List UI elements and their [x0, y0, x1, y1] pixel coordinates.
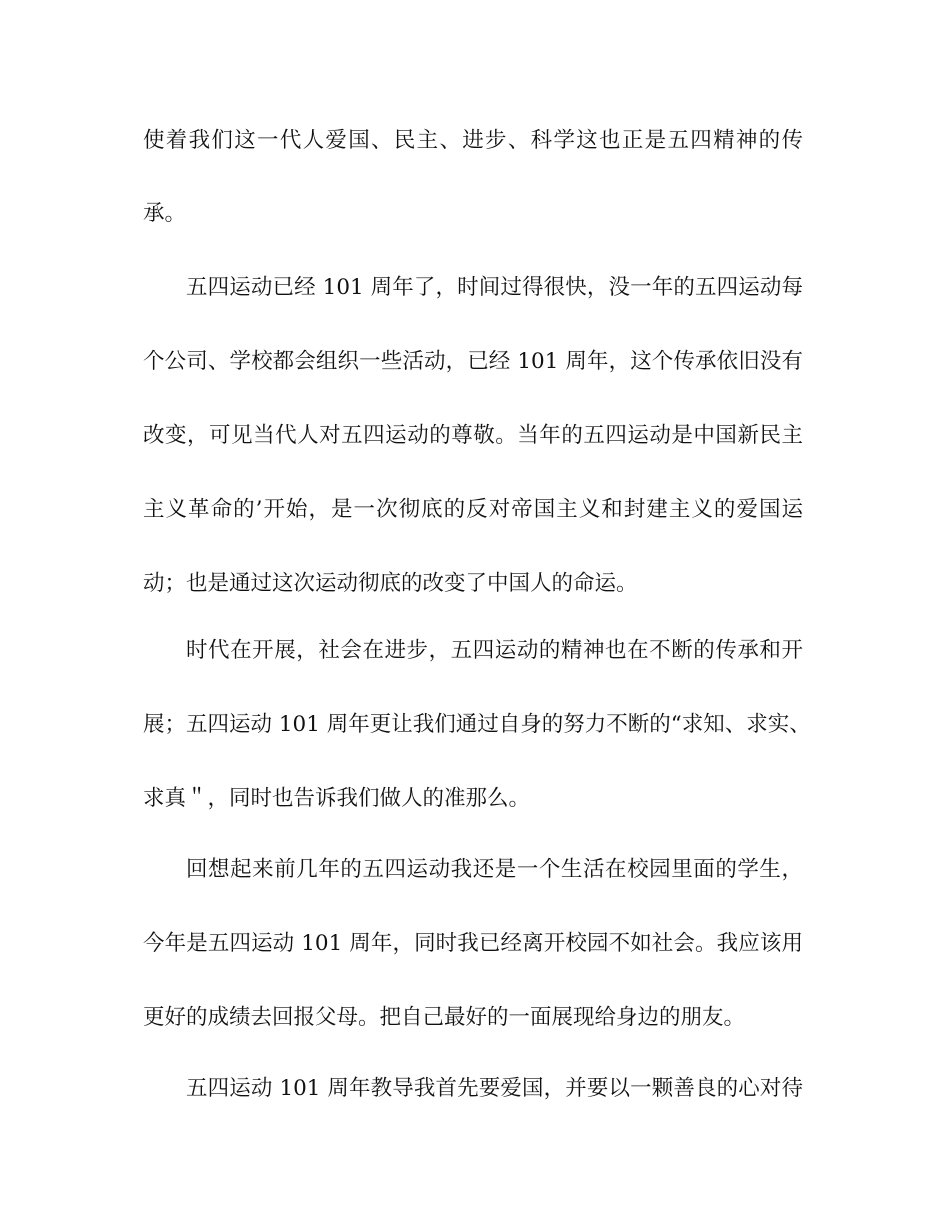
- text-line: 改变，可见当代人对五四运动的尊敬。当年的五四运动是中国新民主: [143, 423, 803, 448]
- paragraph-first-line: 回想起来前几年的五四运动我还是一个生活在校园里面的学生，: [186, 857, 803, 882]
- text-line: 动；也是通过这次运动彻底的改变了中国人的命运。: [143, 571, 638, 596]
- text-line: 更好的成绩去回报父母。把自己最好的一面展现给身边的朋友。: [143, 1005, 746, 1030]
- text-line: 求真＂，同时也告诉我们做人的准那么。: [143, 786, 531, 811]
- text-line: 个公司、学校都会组织一些活动，已经 101 周年，这个传承依旧没有: [143, 349, 803, 374]
- paragraph-first-line: 时代在开展，社会在进步，五四运动的精神也在不断的传承和开: [186, 638, 803, 663]
- text-line: 展；五四运动 101 周年更让我们通过自身的努力不断的“求知、求实、: [143, 712, 811, 737]
- text-line: 承。: [143, 201, 187, 226]
- paragraph-first-line: 五四运动已经 101 周年了，时间过得很快，没一年的五四运动每: [186, 275, 803, 300]
- text-line: 使着我们这一代人爱国、民主、进步、科学这也正是五四精神的传: [143, 128, 803, 153]
- text-line: 今年是五四运动 101 周年，同时我已经离开校园不如社会。我应该用: [143, 931, 803, 956]
- paragraph-first-line: 五四运动 101 周年教导我首先要爱国，并要以一颗善良的心对待: [186, 1076, 803, 1101]
- text-line: 主义革命的’开始，是一次彻底的反对帝国主义和封建主义的爱国运: [143, 497, 803, 522]
